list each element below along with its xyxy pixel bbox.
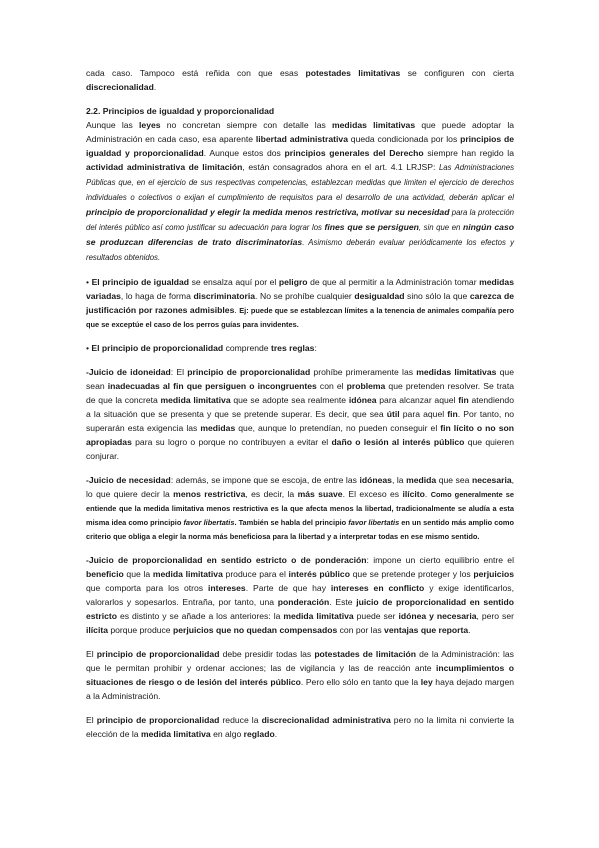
text-run: que, aunque lo pretendían, no pueden conseguir el (235, 423, 441, 433)
text-run: en algo (210, 729, 244, 739)
text-run: , sin que en (418, 223, 463, 232)
text-run: . (274, 729, 278, 739)
text-run: . Este (329, 597, 357, 607)
text-run: ley (420, 677, 433, 687)
text-run: intereses (207, 583, 246, 593)
text-run: El (86, 715, 97, 725)
text-run: incumplimientos o situaciones de riesgo o de lesión del interés público (86, 663, 514, 687)
text-run: beneficio (86, 569, 124, 579)
text-run: principios generales del Derecho (284, 148, 424, 158)
text-run: para su logro o porque no contribuyen a evitar el (131, 437, 332, 447)
text-run: pero no la limita ni convierte la elección de la (86, 715, 514, 739)
text-run: de la Administración: las que le permitan prohibir y ordenar acciones; las de vigilancia y las de reacción ante (86, 649, 514, 673)
text-run: puede ser (353, 611, 399, 621)
text-run: potestades limitativas (305, 68, 401, 78)
text-run: ilícito (402, 489, 425, 499)
text-run: principio de proporcionalidad (96, 715, 220, 725)
text-run: comprende (223, 343, 271, 353)
text-run: principio de proporcionalidad (187, 367, 311, 377)
text-run: . Parte de que hay (245, 583, 331, 593)
text-run: reglado (243, 729, 275, 739)
text-run: para aquel (399, 409, 448, 419)
paragraph (86, 66, 514, 94)
text-run: con el (316, 381, 347, 391)
text-run: favor libertatis (183, 518, 235, 527)
text-run: tres reglas (270, 343, 315, 353)
text-run: útil (386, 409, 400, 419)
text-run: ponderación (277, 597, 330, 607)
text-run: leyes (139, 120, 161, 130)
text-run: haya dejado margen a la Administración. (86, 677, 515, 701)
text-run: daño o lesión al interés público (331, 437, 465, 447)
text-run: ventajas que reporta (384, 625, 469, 635)
text-run: Aunque las (86, 120, 140, 130)
text-run: fin (458, 395, 469, 405)
text-run: idónea (348, 395, 377, 405)
text-run: medidas limitativas (332, 120, 416, 130)
text-run: debe presidir todas las (219, 649, 315, 659)
text-run: siempre han regido la (423, 148, 515, 158)
text-run: perjuicios que no quedan compensados (172, 625, 338, 635)
text-run: que sea (436, 475, 472, 485)
paragraph-equality-principle (86, 275, 514, 331)
text-run: . Asimismo deberán evaluar periódicamente los efectos y resultados obtenidos. (86, 238, 514, 262)
text-run: juicio de proporcionalidad en sentido estricto (86, 597, 514, 621)
text-run: . (153, 82, 157, 92)
text-run: carezca de justificación por razones admisibles (86, 291, 514, 315)
text-run: con por las (337, 625, 385, 635)
text-run: El principio de proporcionalidad (91, 343, 224, 353)
text-run: medidas (200, 423, 236, 433)
text-run: . (234, 305, 240, 315)
text-run: , es decir, la (245, 489, 298, 499)
text-run: actividad administrativa de limitación (86, 162, 243, 172)
text-run: . (468, 625, 471, 635)
text-run: , lo que quiere decir la (86, 475, 515, 499)
paragraph-strict-proportionality-test (86, 553, 514, 637)
text-run: se configuren con cierta (400, 68, 514, 78)
text-run: reduce la (219, 715, 262, 725)
text-run: favor libertatis (348, 518, 400, 527)
text-run: . Aunque estos dos (203, 148, 285, 158)
document-page (86, 66, 514, 751)
text-run: medida limitativa (140, 729, 211, 739)
text-run: para la protección del interés público así como justificar su adecuación para lograr los (86, 208, 514, 232)
text-run: que se pretende proteger y los (349, 569, 474, 579)
text-run: Las Administraciones Públicas que, en el ejercicio de sus respectivas competencias, establezcan medidas que limiten el ejercicio de derechos individuales o colectivos o exijan el cumplimiento de requisitos para el desarrollo de una actividad, deberán aplicar el (86, 163, 514, 202)
text-run: . El exceso es (342, 489, 403, 499)
text-run: , pero ser (476, 611, 514, 621)
text-run: • (86, 343, 92, 353)
text-run: : (314, 343, 317, 353)
paragraph (86, 647, 514, 703)
text-run: medidas limitativas (416, 367, 497, 377)
text-run: ningún caso se produzcan diferencias de trato discriminatorias (86, 222, 514, 247)
text-run: en un sentido más amplio como criterio que obliga a elegir la norma más beneficiosa para la libertad y a interpretar todas en ese mismo sentido. (86, 518, 514, 541)
text-run: atendiendo a la situación que se presenta y que se pretende superar. Es decir, que sea (86, 395, 514, 419)
text-run: libertad administrativa (255, 134, 348, 144)
text-run: no concretan siempre con detalle las (160, 120, 333, 130)
text-run: El principio de igualdad (91, 277, 190, 287)
text-run: que pretenden resolver. Se trata de que la concreta (86, 381, 515, 405)
text-run: medida limitativa (283, 611, 354, 621)
text-run: más suave (297, 489, 343, 499)
text-run: principio de proporcionalidad y elegir la medida menos restrictiva, motivar su necesidad (86, 207, 450, 217)
text-run: . No se prohíbe cualquier (255, 291, 355, 301)
text-run: . También se habla del principio (234, 518, 349, 527)
text-run: Ej: puede que se establezcan límites a la tenencia de animales compañía pero que se exceptúe el caso de los perros guías para invidentes. (86, 306, 515, 329)
text-run: Como generalmente se entiende que la medida limitativa menos restrictiva es la que afecta menos la libertad, tradicionalmente se aludía a esta misma idea como principio (86, 490, 515, 527)
text-run: : además, se impone que se escoja, de entre las (170, 475, 360, 485)
text-run: necesaria (471, 475, 512, 485)
text-run: queda condicionada por los (347, 134, 461, 144)
paragraph-proportionality-rules (86, 341, 514, 355)
text-run: El (86, 649, 97, 659)
text-run: principios de igualdad y proporcionalidad (86, 134, 514, 158)
text-run: . (424, 489, 431, 499)
text-run: intereses en conflicto (330, 583, 425, 593)
text-run: ilícita (86, 625, 108, 635)
text-run: -Juicio de proporcionalidad en sentido estricto o de ponderación (86, 555, 367, 565)
text-run: : impone un cierto equilibrio entre el (366, 555, 514, 565)
text-run: medidas variadas (86, 277, 514, 301)
text-run: sino sólo la que (404, 291, 470, 301)
text-run: que sean (86, 367, 514, 391)
paragraph-suitability-test (86, 365, 514, 463)
paragraph (86, 118, 514, 265)
text-run: desigualdad (354, 291, 405, 301)
text-run: que se adopte sea realmente (230, 395, 349, 405)
text-run: de que al permitir a la Administración tomar (307, 277, 480, 287)
text-run: peligro (278, 277, 308, 287)
text-run: discrecionalidad administrativa (261, 715, 391, 725)
text-run: medida (406, 475, 437, 485)
text-run: , la (391, 475, 407, 485)
text-run: problema (346, 381, 386, 391)
text-run: potestades de limitación (314, 649, 417, 659)
text-run: : El (170, 367, 188, 377)
text-run: idóneas (359, 475, 392, 485)
text-run: es distinto y se añade a los anteriores: la (117, 611, 284, 621)
text-run: y exige identificarlos, valorarlos y sopesarlos. Entraña, por tanto, una (86, 583, 514, 607)
text-run: que la (123, 569, 153, 579)
paragraph (86, 713, 514, 741)
text-run: discrecionalidad (86, 82, 154, 92)
text-run: medida limitativa (152, 569, 223, 579)
text-run: cada caso. Tampoco está reñida con que esas (86, 68, 306, 78)
text-run: que puede adoptar la Administración en cada caso, esa aparente (86, 120, 515, 144)
text-run: -Juicio de necesidad (86, 475, 171, 485)
text-run: perjuicios (473, 569, 514, 579)
text-run: que quieren conjurar. (86, 437, 514, 461)
text-run: • (86, 277, 92, 287)
section-heading: 2.2. Principios de igualdad y proporcionalidad (86, 106, 275, 116)
text-run: . Pero ello sólo en tanto que la (300, 677, 421, 687)
text-run: idónea y necesaria (398, 611, 477, 621)
text-run: para alcanzar aquel (376, 395, 459, 405)
text-run: interés público (288, 569, 350, 579)
text-run: , están consagrados ahora en el art. 4.1 LRJSP: (242, 162, 439, 172)
text-run: fin lícito o no son apropiadas (86, 423, 514, 447)
text-run: discriminatoria (193, 291, 256, 301)
text-run: principio de proporcionalidad (96, 649, 220, 659)
text-run: . Por tanto, no superarán esta exigencia las (86, 409, 515, 433)
text-run: prohíbe primeramente las (310, 367, 417, 377)
text-run: se ensalza aquí por el (189, 277, 279, 287)
text-run: fin (447, 409, 458, 419)
text-run: porque produce (107, 625, 173, 635)
text-run: menos restrictiva (173, 489, 246, 499)
text-run: inadecuadas al fin que persiguen o incongruentes (107, 381, 317, 391)
text-run: produce para el (222, 569, 289, 579)
text-run: , lo haga de forma (120, 291, 194, 301)
text-run: fines que se persiguen (324, 222, 419, 232)
text-run: medida limitativa (160, 395, 231, 405)
paragraph-necessity-test (86, 473, 514, 543)
text-run: -Juicio de idoneidad (86, 367, 171, 377)
text-run: que comporta para los otros (86, 583, 208, 593)
